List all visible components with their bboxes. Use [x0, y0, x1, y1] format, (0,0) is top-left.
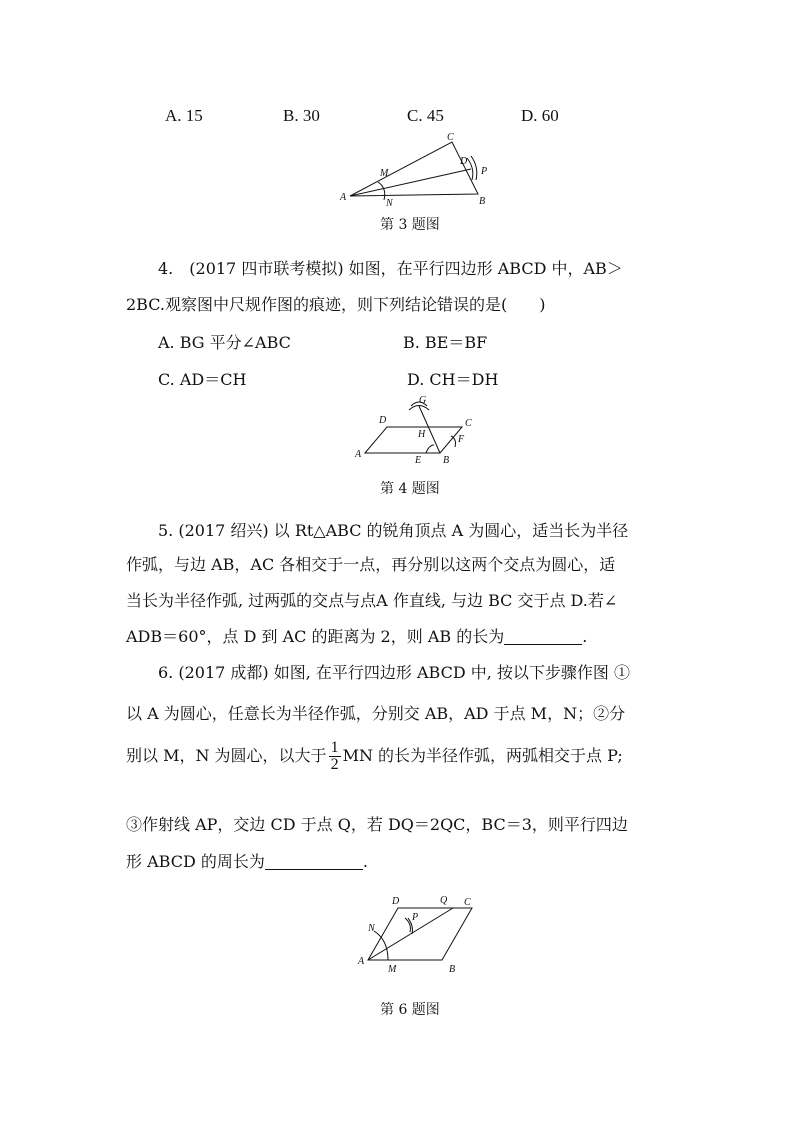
fraction-one-half: [329, 740, 341, 773]
fraction-numerator: 1: [330, 739, 339, 756]
arc-e: [426, 445, 434, 453]
line-ad: [350, 169, 471, 196]
q3-triangle-figure: [335, 130, 495, 210]
q4-option-a: A. BG 平分∠ABC: [158, 333, 291, 352]
q6-answer-blank[interactable]: [265, 853, 363, 870]
q5-line-3: 当长为半径作弧, 过两弧的交点与点A 作直线, 与边 BC 交于点 D.若∠: [126, 591, 618, 610]
arc-f: [451, 436, 456, 447]
q6-caption: 第 6 题图: [380, 1002, 440, 1018]
q5-line-4: [126, 624, 587, 647]
q6-line-5: [126, 849, 368, 872]
q5-line-2: 作弧，与边 AB，AC 各相交于一点，再分别以这两个交点为圆心，适: [126, 555, 616, 574]
q4-line-2: 2BC.观察图中尺规作图的痕迹，则下列结论错误的是( ): [126, 295, 546, 314]
q3-caption: 第 3 题图: [380, 217, 440, 233]
q6-line-3-text-2: MN 的长为半径作弧，两弧相交于点 P;: [342, 746, 623, 765]
label-f: F: [458, 434, 465, 445]
q3-option-d: D. 60: [521, 106, 559, 125]
parallelogram-abcd: [365, 427, 462, 453]
label-c: C: [464, 897, 471, 908]
q6-line-3-text: 别以 M，N 为圆心，以大于: [126, 746, 327, 765]
triangle-abc: [350, 142, 478, 196]
label-d: D: [460, 156, 468, 167]
label-e: E: [415, 455, 422, 466]
label-a: A: [340, 192, 347, 203]
q3-option-c: C. 45: [407, 106, 444, 125]
label-m: M: [388, 964, 397, 975]
label-h: H: [418, 429, 426, 440]
label-a: A: [358, 956, 365, 967]
q4-caption: 第 4 题图: [380, 481, 440, 497]
label-d: D: [379, 415, 387, 426]
arc-mn: [378, 182, 385, 200]
label-b: B: [443, 455, 450, 466]
q6-line-5-text: 形 ABCD 的周长为: [126, 852, 265, 871]
q6-line-1: 6. (2017 成都) 如图, 在平行四边形 ABCD 中, 按以下步骤作图 ①: [158, 663, 631, 682]
q6-line-4: ③作射线 AP，交边 CD 于点 Q，若 DQ＝2QC，BC＝3，则平行四边: [126, 815, 628, 834]
q4-option-c: C. AD＝CH: [158, 370, 247, 389]
q3-option-a: A. 15: [165, 106, 203, 125]
label-d: D: [392, 896, 400, 907]
q6-line-5-end: .: [362, 852, 368, 871]
q5-answer-blank[interactable]: [504, 628, 582, 645]
label-c: C: [447, 132, 454, 143]
q4-line-1: 4. (2017 四市联考模拟) 如图，在平行四边形 ABCD 中，AB＞: [158, 259, 623, 278]
label-n: N: [368, 923, 375, 934]
parallelogram-abcd: [368, 908, 472, 960]
label-q: Q: [440, 895, 448, 906]
label-p: P: [412, 912, 419, 923]
label-b: B: [479, 196, 486, 207]
label-g: G: [419, 395, 427, 406]
q4-parallelogram-figure: [345, 393, 485, 468]
q5-line-1: 5. (2017 绍兴) 以 Rt△ABC 的锐角顶点 A 为圆心，适当长为半径: [158, 521, 629, 540]
label-n: N: [386, 198, 393, 209]
q6-parallelogram-figure: [350, 888, 485, 978]
ray-ap: [368, 908, 453, 960]
q3-option-b: B. 30: [283, 106, 320, 125]
q5-line-4-text: ADB＝60°，点 D 到 AC 的距离为 2，则 AB 的长为: [126, 627, 505, 646]
label-a: A: [355, 449, 362, 460]
q6-line-2: 以 A 为圆心，任意长为半径作弧，分别交 AB，AD 于点 M，N；②分: [126, 704, 626, 723]
fraction-denominator: 2: [330, 756, 339, 773]
q5-line-4-end: .: [582, 627, 588, 646]
q6-line-3: [126, 740, 623, 773]
label-p: P: [481, 166, 488, 177]
label-c: C: [465, 418, 472, 429]
q4-option-d: D. CH＝DH: [407, 370, 499, 389]
q4-option-b: B. BE＝BF: [403, 333, 488, 352]
label-b: B: [449, 964, 456, 975]
label-m: M: [380, 168, 389, 179]
